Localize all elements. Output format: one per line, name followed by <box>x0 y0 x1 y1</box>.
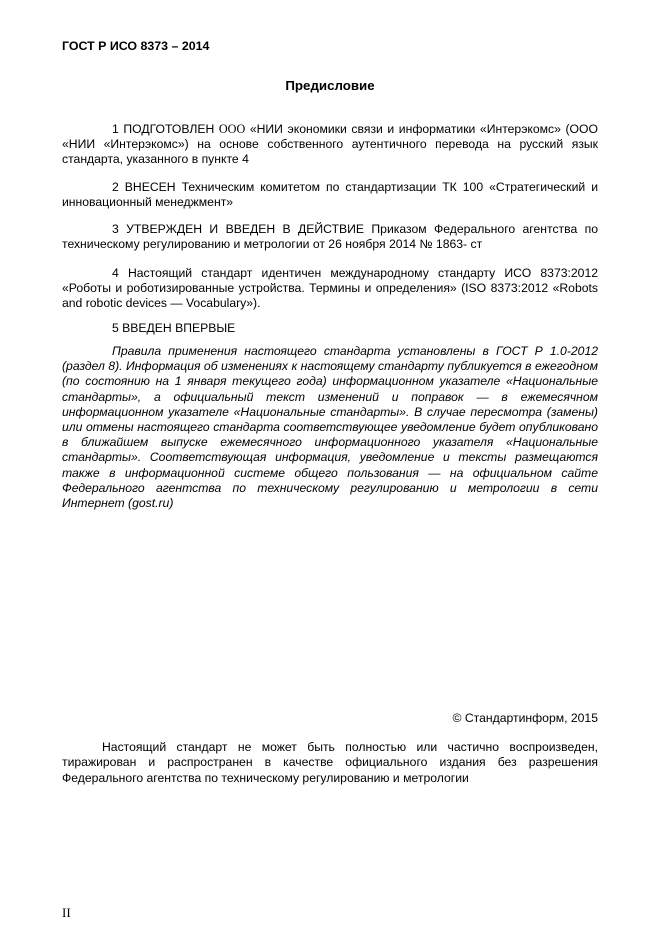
reproduction-note <box>62 740 598 786</box>
page-title: Предисловие <box>285 78 375 93</box>
standard-header: ГОСТ Р ИСО 8373 – 2014 <box>62 39 210 53</box>
reproduction-note-text: Настоящий стандарт не может быть полностью или частично воспроизведен, тиражирован и распространен в качестве официального издания без разрешения Федерального агентства по техническому регулированию и метрологии <box>62 740 598 785</box>
item-3 <box>62 222 598 252</box>
item-1-text-b: «НИИ экономики связи и информатики «Интерэкомс» (ООО «НИИ «Интерэкомс») на основе собственного аутентичного перевода на русский язык стандарта, указанного в пункте 4 <box>62 122 598 167</box>
copyright: © Стандартинформ, 2015 <box>452 711 598 725</box>
item-2 <box>62 180 598 210</box>
item-2-text: 2 ВНЕСЕН Техническим комитетом по стандартизации ТК 100 «Стратегический и инновационный менеджмент» <box>62 180 598 210</box>
item-1-text-a: 1 ПОДГОТОВЛЕН <box>112 122 219 136</box>
item-5-text: 5 ВВЕДЕН ВПЕРВЫЕ <box>112 321 236 335</box>
rules-note <box>62 344 598 511</box>
page-number: II <box>62 905 71 920</box>
document-page <box>62 0 598 935</box>
item-5 <box>62 321 598 336</box>
item-3-text: 3 УТВЕРЖДЕН И ВВЕДЕН В ДЕЙСТВИЕ Приказом Федерального агентства по техническому регулированию и метрологии от 26 ноября 2014 № 1863- ст <box>62 222 598 252</box>
item-4 <box>62 266 598 312</box>
item-1-org: ООО <box>218 122 246 136</box>
item-4-text: 4 Настоящий стандарт идентичен международному стандарту ИСО 8373:2012 «Роботы и роботизированные устройства. Термины и определения» (ISO 8373:2012 «Robots and robotic devices — Vocabulary»). <box>62 266 598 311</box>
item-1 <box>62 122 598 168</box>
rules-note-text: Правила применения настоящего стандарта установлены в ГОСТ Р 1.0-2012 (раздел 8). Информация об изменениях к настоящему стандарту публикуется в ежегодном (по состоянию на 1 января текущего года) информационном указателе «Национальные стандарты», а официальный текст изменений и поправок — в ежемесячном информационном указателе «Национальные стандарты». В случае пересмотра (замены) или отмены настоящего стандарта соответствующее уведомление будет опубликовано в ближайшем выпуске ежемесячного информационного указателя «Национальные стандарты». Соответствующая информация, уведомление и тексты размещаются также в информационной системе общего пользования — на официальном сайте Федерального агентства по техническому регулированию и метрологии в сети Интернет (gost.ru) <box>62 344 598 511</box>
